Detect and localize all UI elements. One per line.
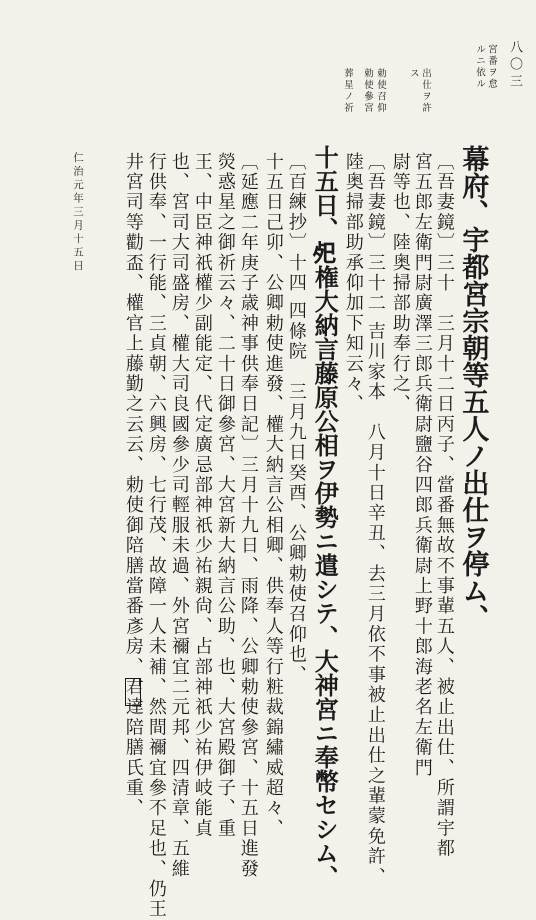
- page-number: 八〇三: [507, 40, 522, 91]
- margin-note: 勅使召仰: [374, 68, 386, 114]
- date-note: 仁治元年三月十五日: [72, 152, 85, 274]
- text-column: 〔百練抄〕十四 四條院 三月九日癸酉、公卿勅使召仰也、: [285, 152, 307, 686]
- text-column: 〔吾妻鏡〕三十二 吉川家本 八月十日辛丑、去三月依不事被止出仕之輩蒙免許、: [364, 152, 386, 888]
- text-column: 〔延應二年庚子歳神事供奉日記〕三月十九日、雨降、公卿勅使參宮、十五日進發: [237, 152, 259, 880]
- text-column: 〔吾妻鏡〕三十 三月十二日丙子、當番無故不事輩五人、被止出仕、所謂宇都: [433, 152, 455, 859]
- text-column: 熒惑星之御祈云々、二十日御參宮、大宮新大納言公助、也、大宮殿御子、重: [214, 152, 236, 839]
- margin-note: 葬星ノ祈: [341, 68, 353, 114]
- text-column: 王、中臣神祇權少副能定、代定廣忌部神祇少祐親尙、占部神祇少祐伊岐能貞: [191, 152, 213, 839]
- margin-note: 宮番ヲ怠: [485, 44, 497, 90]
- margin-note: ルニ依ル: [473, 44, 485, 90]
- text-column: 十五日己卯、公卿勅使進發、權大納言公相卿、供奉人等行粧裁錦繡威超々、: [262, 152, 284, 839]
- margin-note: ス: [407, 68, 419, 80]
- text-column: 井宮司等勸盃、權官上藤勤之云云、勅使御陪膳當番彥房、君達陪膳氏重、: [122, 152, 144, 819]
- text-column: 也、宮司大司盛房、權大司良國參少司輕服未過、外宮禰宜二元邦、四清章、五維: [168, 152, 190, 880]
- text-column: 陸奥掃部助承仰加下知云々、: [342, 152, 364, 415]
- text-column: 行供奉、一行能、三貞朝、六興房、七行茂、故障一人未補、然間禰宜參不足也、仍王: [145, 152, 167, 920]
- text-column: 尉等也、陸奥掃部助奉行之、: [389, 152, 411, 415]
- text-column: 宮五郎左衛門尉廣澤三郎兵衛尉鹽谷四郎兵衛尉上野十郎海老名左衛門: [411, 152, 433, 779]
- heading-title: 幕府、宇都宮宗朝等五人ノ出仕ヲ停ム、: [457, 145, 489, 631]
- margin-note: 勅使參宮: [361, 68, 373, 114]
- margin-note: 出仕ヲ許: [419, 68, 431, 114]
- missing-character-box: [125, 676, 141, 706]
- heading-date-title: 十五日、𢀸権大納言藤原公相ヲ伊勢ニ遣シテ、大神宮ニ奉幣セシム、: [310, 145, 340, 889]
